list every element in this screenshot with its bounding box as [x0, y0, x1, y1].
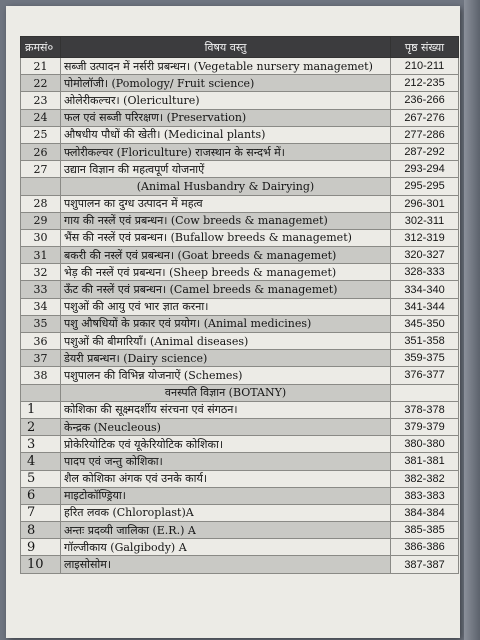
subject-cell: अन्तः प्रदव्यी जालिका (E.R.) A — [61, 522, 391, 539]
page-range-cell: 385-385 — [391, 522, 459, 539]
subject-cell: फल एवं सब्जी परिरक्षण। (Preservation) — [61, 109, 391, 126]
header-subject: विषय वस्तु — [61, 37, 391, 58]
serial-number-cell: 3 — [21, 436, 61, 453]
page-range-cell: 386-386 — [391, 539, 459, 556]
subject-cell: ऊँट की नस्लें एवं प्रबन्धन। (Camel breeds & managemet) — [61, 281, 391, 298]
page-range-cell: 381-381 — [391, 453, 459, 470]
serial-number-cell: 31 — [21, 247, 61, 264]
table-row — [21, 539, 459, 556]
subject-cell: पादप एवं जन्तु कोशिका। — [61, 453, 391, 470]
page-range-cell: 380-380 — [391, 436, 459, 453]
table-row — [21, 401, 459, 418]
table-row — [21, 350, 459, 367]
serial-number-cell — [21, 384, 61, 401]
page-range-cell: 387-387 — [391, 556, 459, 573]
header-serial-number: क्रमसं० — [21, 37, 61, 58]
subject-cell: प्रोकेरियोटिक एवं यूकेरियोटिक कोशिका। — [61, 436, 391, 453]
page-range-cell: 210-211 — [391, 58, 459, 75]
subject-cell: पशुओं की बीमारियाँ। (Animal diseases) — [61, 333, 391, 350]
page-range-cell: 277-286 — [391, 126, 459, 143]
page-range-cell: 296-301 — [391, 195, 459, 212]
page-range-cell — [391, 384, 459, 401]
subject-cell: पशुपालन का दुग्ध उत्पादन में महत्व — [61, 195, 391, 212]
page-range-cell: 295-295 — [391, 178, 459, 195]
contents-table — [20, 36, 459, 574]
serial-number-cell: 7 — [21, 504, 61, 521]
serial-number-cell: 8 — [21, 522, 61, 539]
page-range-cell: 345-350 — [391, 315, 459, 332]
subject-cell: लाइसोसोम। — [61, 556, 391, 573]
subject-cell: माइटोकॉण्ड्रिया। — [61, 487, 391, 504]
table-row — [21, 281, 459, 298]
serial-number-cell: 4 — [21, 453, 61, 470]
subject-cell: (Animal Husbandry & Dairying) — [61, 178, 391, 195]
serial-number-cell: 10 — [21, 556, 61, 573]
serial-number-cell: 32 — [21, 264, 61, 281]
page-range-cell: 293-294 — [391, 161, 459, 178]
table-row — [21, 333, 459, 350]
table-row — [21, 195, 459, 212]
serial-number-cell: 28 — [21, 195, 61, 212]
table-row — [21, 367, 459, 384]
table-row — [21, 126, 459, 143]
subject-cell: औषधीय पौधों की खेती। (Medicinal plants) — [61, 126, 391, 143]
serial-number-cell: 36 — [21, 333, 61, 350]
table-row — [21, 487, 459, 504]
page-range-cell: 384-384 — [391, 504, 459, 521]
serial-number-cell: 6 — [21, 487, 61, 504]
page-range-cell: 302-311 — [391, 212, 459, 229]
serial-number-cell: 2 — [21, 418, 61, 435]
table-row — [21, 75, 459, 92]
subject-cell: वनस्पति विज्ञान (BOTANY) — [61, 384, 391, 401]
serial-number-cell: 23 — [21, 92, 61, 109]
serial-number-cell: 9 — [21, 539, 61, 556]
table-row — [21, 418, 459, 435]
serial-number-cell: 22 — [21, 75, 61, 92]
page-range-cell: 359-375 — [391, 350, 459, 367]
table-row — [21, 109, 459, 126]
table-row — [21, 247, 459, 264]
subject-cell: पशु औषधियों के प्रकार एवं प्रयोग। (Animal medicines) — [61, 315, 391, 332]
serial-number-cell: 30 — [21, 229, 61, 246]
table-row — [21, 556, 459, 573]
serial-number-cell: 26 — [21, 143, 61, 160]
subject-cell: पशुओं की आयु एवं भार ज्ञात करना। — [61, 298, 391, 315]
page-range-cell: 334-340 — [391, 281, 459, 298]
subject-cell: डेयरी प्रबन्धन। (Dairy science) — [61, 350, 391, 367]
page-range-cell: 379-379 — [391, 418, 459, 435]
table-row — [21, 298, 459, 315]
header-page-number: पृष्ठ संख्या — [391, 37, 459, 58]
table-row — [21, 58, 459, 75]
section-heading-row — [21, 178, 459, 195]
serial-number-cell: 21 — [21, 58, 61, 75]
serial-number-cell: 37 — [21, 350, 61, 367]
subject-cell: पोमोलॉजी। (Pomology/ Fruit science) — [61, 75, 391, 92]
serial-number-cell: 35 — [21, 315, 61, 332]
table-row — [21, 436, 459, 453]
serial-number-cell: 27 — [21, 161, 61, 178]
serial-number-cell: 34 — [21, 298, 61, 315]
serial-number-cell: 38 — [21, 367, 61, 384]
page-range-cell: 341-344 — [391, 298, 459, 315]
serial-number-cell: 25 — [21, 126, 61, 143]
table-row — [21, 143, 459, 160]
page-edge-shadow — [464, 0, 480, 640]
subject-cell: गॉल्जीकाय (Galgibody) A — [61, 539, 391, 556]
table-row — [21, 453, 459, 470]
subject-cell: सब्जी उत्पादन में नर्सरी प्रबन्धन। (Vegetable nursery managemet) — [61, 58, 391, 75]
page-range-cell: 212-235 — [391, 75, 459, 92]
table-row — [21, 229, 459, 246]
table-row — [21, 92, 459, 109]
serial-number-cell: 24 — [21, 109, 61, 126]
table-row — [21, 470, 459, 487]
page-range-cell: 378-378 — [391, 401, 459, 418]
serial-number-cell: 5 — [21, 470, 61, 487]
serial-number-cell: 1 — [21, 401, 61, 418]
table-row — [21, 504, 459, 521]
subject-cell: शैल कोशिका अंगक एवं उनके कार्य। — [61, 470, 391, 487]
table-row — [21, 522, 459, 539]
subject-cell: भेड़ की नस्लें एवं प्रबन्धन। (Sheep breeds & managemet) — [61, 264, 391, 281]
page-range-cell: 376-377 — [391, 367, 459, 384]
subject-cell: गाय की नस्लें एवं प्रबन्धन। (Cow breeds & managemet) — [61, 212, 391, 229]
section-heading-row — [21, 384, 459, 401]
serial-number-cell — [21, 178, 61, 195]
subject-cell: भैंस की नस्लें एवं प्रबन्धन। (Bufallow breeds & managemet) — [61, 229, 391, 246]
table-row — [21, 315, 459, 332]
page-range-cell: 328-333 — [391, 264, 459, 281]
subject-cell: बकरी की नस्लें एवं प्रबन्धन। (Goat breeds & managemet) — [61, 247, 391, 264]
subject-cell: हरित लवक (Chloroplast)A — [61, 504, 391, 521]
page-range-cell: 383-383 — [391, 487, 459, 504]
page-range-cell: 267-276 — [391, 109, 459, 126]
subject-cell: उद्यान विज्ञान की महत्वपूर्ण योजनाऐं — [61, 161, 391, 178]
table-body — [21, 58, 459, 574]
subject-cell: ओलेरीकल्चर। (Olericulture) — [61, 92, 391, 109]
page-range-cell: 236-266 — [391, 92, 459, 109]
subject-cell: पशुपालन की विभिन्न योजनाऐं (Schemes) — [61, 367, 391, 384]
table-row — [21, 161, 459, 178]
table-row — [21, 264, 459, 281]
page-range-cell: 320-327 — [391, 247, 459, 264]
table-header-row — [21, 37, 459, 58]
table-row — [21, 212, 459, 229]
page-range-cell: 351-358 — [391, 333, 459, 350]
subject-cell: केन्द्रक (Neucleous) — [61, 418, 391, 435]
subject-cell: कोशिका की सूक्ष्मदर्शीय संरचना एवं संगठन। — [61, 401, 391, 418]
serial-number-cell: 29 — [21, 212, 61, 229]
book-page — [6, 6, 460, 638]
page-range-cell: 382-382 — [391, 470, 459, 487]
serial-number-cell: 33 — [21, 281, 61, 298]
page-range-cell: 312-319 — [391, 229, 459, 246]
page-range-cell: 287-292 — [391, 143, 459, 160]
subject-cell: फ्लोरीकल्चर (Floriculture) राजस्थान के सन्दर्भ में। — [61, 143, 391, 160]
